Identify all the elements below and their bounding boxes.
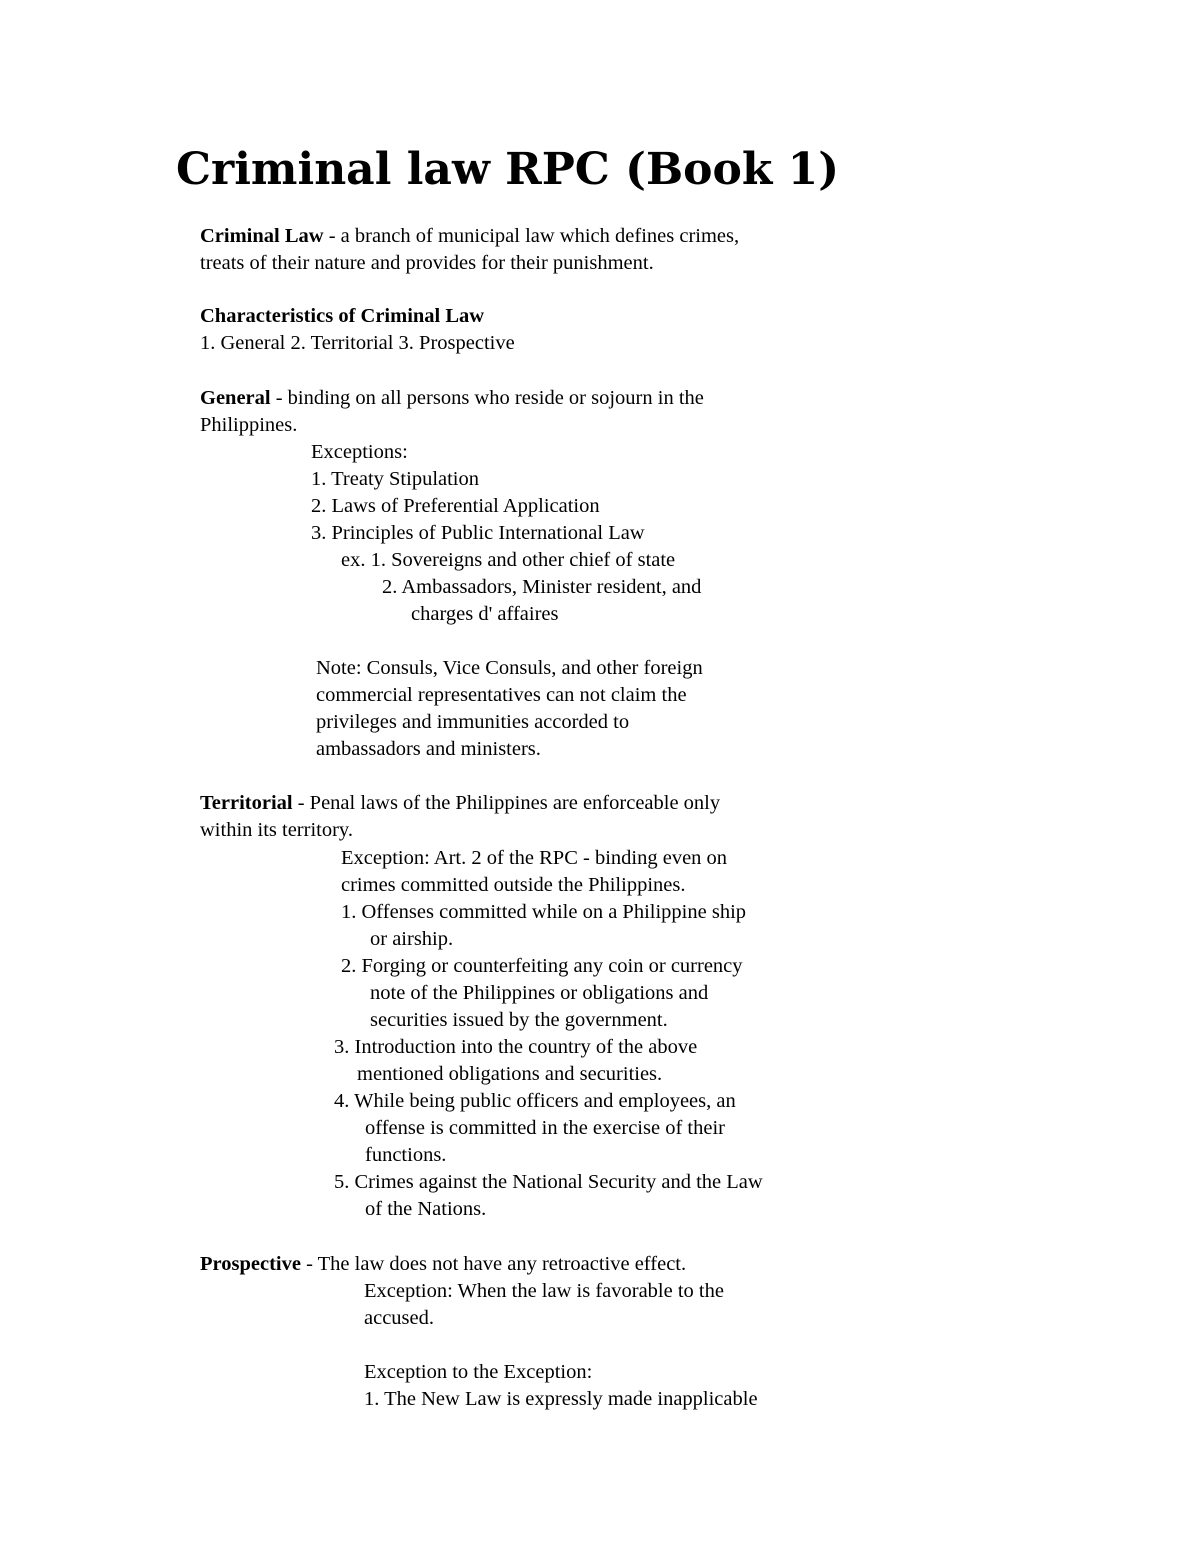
territorial-item-line: or airship. (370, 928, 454, 950)
general-term: General (200, 387, 271, 409)
prospective-term: Prospective (200, 1253, 301, 1275)
territorial-item-line: of the Nations. (365, 1198, 487, 1220)
definition-text: - a branch of municipal law which defines crimes, (323, 225, 740, 247)
territorial-item-line: 5. Crimes against the National Security and the Law (334, 1171, 763, 1193)
definition-line-1 (200, 223, 739, 250)
definition-term: Criminal Law (200, 225, 324, 247)
territorial-item-line: offense is committed in the exercise of their (365, 1117, 725, 1139)
general-text: - binding on all persons who reside or sojourn in the (270, 387, 704, 409)
territorial-item-line: securities issued by the government. (370, 1009, 668, 1031)
territorial-item-line: note of the Philippines or obligations and (370, 982, 709, 1004)
territorial-item-line: functions. (365, 1144, 447, 1166)
characteristics-heading-text: Characteristics of Criminal Law (200, 305, 485, 327)
territorial-text: - Penal laws of the Philippines are enforceable only (292, 792, 721, 814)
prospective-text: - The law does not have any retroactive effect. (300, 1253, 687, 1275)
general-note-line: ambassadors and ministers. (316, 738, 541, 760)
territorial-line-2: within its territory. (200, 819, 353, 841)
prospective-exception-line: Exception: When the law is favorable to the (364, 1280, 724, 1302)
document-title: Criminal law RPC (Book 1) (176, 144, 840, 195)
territorial-term: Territorial (200, 792, 293, 814)
general-example-item: 2. Ambassadors, Minister resident, and (382, 576, 702, 598)
general-note-line: privileges and immunities accorded to (316, 711, 630, 733)
prospective-line-1 (200, 1251, 686, 1278)
general-exception-item: 2. Laws of Preferential Application (311, 495, 600, 517)
definition-line-2: treats of their nature and provides for their punishment. (200, 252, 654, 274)
general-example-item: ex. 1. Sovereigns and other chief of state (341, 549, 676, 571)
territorial-item-line: 4. While being public officers and employees, an (334, 1090, 736, 1112)
territorial-item-line: mentioned obligations and securities. (357, 1063, 663, 1085)
territorial-item-line: 3. Introduction into the country of the above (334, 1036, 698, 1058)
territorial-item-line: 1. Offenses committed while on a Philippine ship (341, 901, 747, 923)
characteristics-list: 1. General 2. Territorial 3. Prospective (200, 332, 515, 354)
general-line-1 (200, 385, 704, 412)
general-example-item: charges d' affaires (411, 603, 559, 625)
territorial-item-line: 2. Forging or counterfeiting any coin or currency (341, 955, 743, 977)
prospective-exception-line: accused. (364, 1307, 434, 1329)
territorial-exception-line: crimes committed outside the Philippines. (341, 874, 686, 896)
territorial-line-1 (200, 790, 720, 817)
territorial-exception-line: Exception: Art. 2 of the RPC - binding even on (341, 847, 728, 869)
general-exception-item: 3. Principles of Public International Law (311, 522, 645, 544)
general-note-line: Note: Consuls, Vice Consuls, and other foreign (316, 657, 703, 679)
prospective-exception-to-exception: Exception to the Exception: (364, 1361, 593, 1383)
general-exceptions-label: Exceptions: (311, 441, 408, 463)
general-exception-item: 1. Treaty Stipulation (311, 468, 480, 490)
general-note-line: commercial representatives can not claim the (316, 684, 687, 706)
general-line-2: Philippines. (200, 414, 298, 436)
characteristics-heading (200, 303, 484, 330)
prospective-item-line: 1. The New Law is expressly made inapplicable (364, 1388, 758, 1410)
